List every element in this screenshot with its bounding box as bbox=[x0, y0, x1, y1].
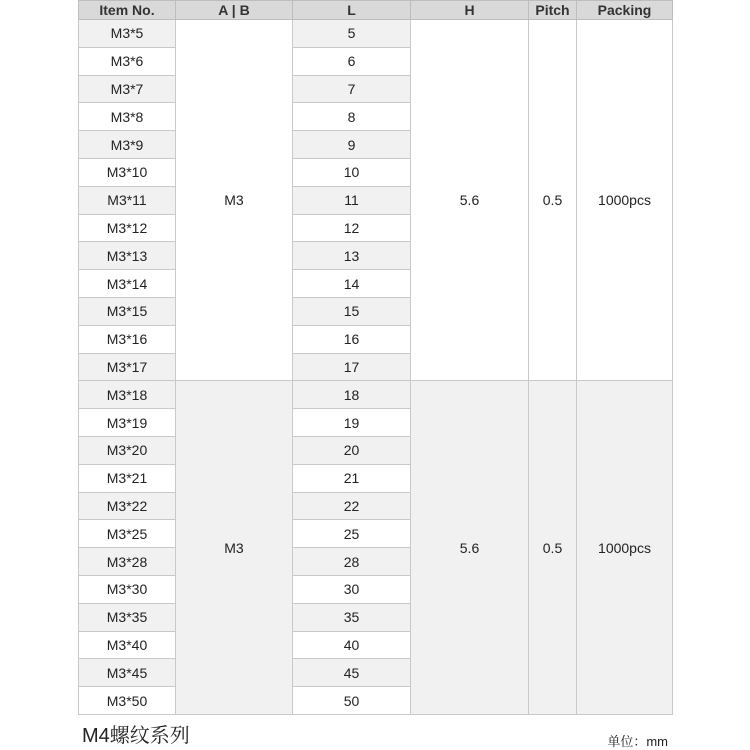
length-cell: 28 bbox=[293, 548, 411, 576]
item-no-cell: M3*45 bbox=[79, 659, 176, 687]
length-cell: 16 bbox=[293, 325, 411, 353]
item-no-cell: M3*6 bbox=[79, 47, 176, 75]
header-pitch: Pitch bbox=[529, 1, 577, 20]
header-item-no: Item No. bbox=[79, 1, 176, 20]
item-no-cell: M3*10 bbox=[79, 158, 176, 186]
ab-cell: M3 bbox=[176, 20, 293, 381]
length-cell: 20 bbox=[293, 436, 411, 464]
item-no-cell: M3*25 bbox=[79, 520, 176, 548]
item-no-cell: M3*5 bbox=[79, 20, 176, 48]
spec-table-body bbox=[79, 20, 673, 715]
item-no-cell: M3*15 bbox=[79, 297, 176, 325]
length-cell: 7 bbox=[293, 75, 411, 103]
length-cell: 40 bbox=[293, 631, 411, 659]
table-row bbox=[79, 381, 673, 409]
item-no-cell: M3*19 bbox=[79, 409, 176, 437]
length-cell: 6 bbox=[293, 47, 411, 75]
length-cell: 14 bbox=[293, 270, 411, 298]
length-cell: 5 bbox=[293, 20, 411, 48]
item-no-cell: M3*7 bbox=[79, 75, 176, 103]
h-cell: 5.6 bbox=[411, 381, 529, 715]
item-no-cell: M3*22 bbox=[79, 492, 176, 520]
length-cell: 21 bbox=[293, 464, 411, 492]
length-cell: 50 bbox=[293, 687, 411, 715]
item-no-cell: M3*35 bbox=[79, 603, 176, 631]
length-cell: 25 bbox=[293, 520, 411, 548]
pitch-cell: 0.5 bbox=[529, 381, 577, 715]
item-no-cell: M3*13 bbox=[79, 242, 176, 270]
header-ab: A | B bbox=[176, 1, 293, 20]
length-cell: 30 bbox=[293, 575, 411, 603]
header-row bbox=[79, 1, 673, 20]
item-no-cell: M3*50 bbox=[79, 687, 176, 715]
length-cell: 18 bbox=[293, 381, 411, 409]
item-no-cell: M3*12 bbox=[79, 214, 176, 242]
unit-note: 单位：mm bbox=[607, 734, 668, 749]
item-no-cell: M3*20 bbox=[79, 436, 176, 464]
packing-cell: 1000pcs bbox=[577, 381, 673, 715]
length-cell: 22 bbox=[293, 492, 411, 520]
length-cell: 10 bbox=[293, 158, 411, 186]
item-no-cell: M3*8 bbox=[79, 103, 176, 131]
length-cell: 13 bbox=[293, 242, 411, 270]
item-no-cell: M3*40 bbox=[79, 631, 176, 659]
length-cell: 19 bbox=[293, 409, 411, 437]
item-no-cell: M3*11 bbox=[79, 186, 176, 214]
length-cell: 15 bbox=[293, 297, 411, 325]
length-cell: 12 bbox=[293, 214, 411, 242]
section-title: M4螺纹系列 bbox=[82, 725, 190, 747]
item-no-cell: M3*30 bbox=[79, 575, 176, 603]
item-no-cell: M3*9 bbox=[79, 131, 176, 159]
length-cell: 35 bbox=[293, 603, 411, 631]
length-cell: 9 bbox=[293, 131, 411, 159]
header-packing: Packing bbox=[577, 1, 673, 20]
pitch-cell: 0.5 bbox=[529, 20, 577, 381]
length-cell: 45 bbox=[293, 659, 411, 687]
length-cell: 8 bbox=[293, 103, 411, 131]
item-no-cell: M3*16 bbox=[79, 325, 176, 353]
item-no-cell: M3*18 bbox=[79, 381, 176, 409]
item-no-cell: M3*28 bbox=[79, 548, 176, 576]
spec-table bbox=[78, 0, 673, 715]
h-cell: 5.6 bbox=[411, 20, 529, 381]
item-no-cell: M3*14 bbox=[79, 270, 176, 298]
length-cell: 11 bbox=[293, 186, 411, 214]
ab-cell: M3 bbox=[176, 381, 293, 715]
header-h: H bbox=[411, 1, 529, 20]
table-row bbox=[79, 20, 673, 48]
header-l: L bbox=[293, 1, 411, 20]
item-no-cell: M3*17 bbox=[79, 353, 176, 381]
packing-cell: 1000pcs bbox=[577, 20, 673, 381]
item-no-cell: M3*21 bbox=[79, 464, 176, 492]
length-cell: 17 bbox=[293, 353, 411, 381]
